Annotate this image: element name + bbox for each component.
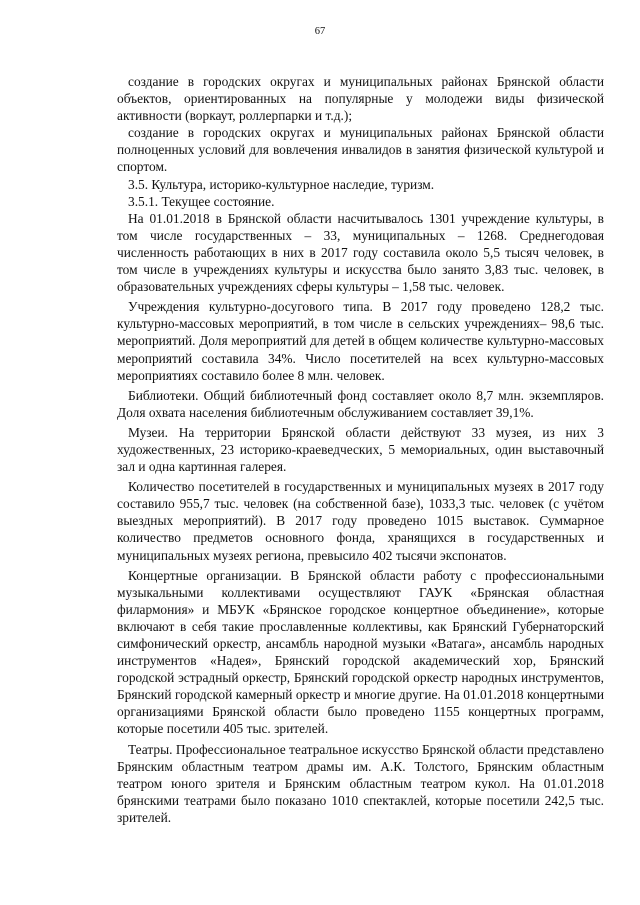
paragraph-sport-disabled-conditions: создание в городских округах и муниципальных районах Брянской области полноценных условий для вовлечения инвалидов в занятия физической культурой и спортом.: [117, 125, 604, 175]
paragraph-sport-youth-facilities: создание в городских округах и муниципальных районах Брянской области объектов, ориентированных на популярные у молодежи виды физической активности (воркаут, роллерпарки и т.д.);: [117, 74, 604, 124]
paragraph-museum-visitors: Количество посетителей в государственных и муниципальных музеях в 2017 году составило 955,7 тыс. человек (на собственной базе), 1033,3 тыс. человек (с учётом выездных мероприятий). В 2017 году проведено 1015 выставок. Суммарное количество предметов основного фонда, хранящихся в государственных и муниципальных музеях региона, превысило 402 тысячи экспонатов.: [117, 479, 604, 563]
paragraph-museums: Музеи. На территории Брянской области действуют 33 музея, из них 3 художественных, 23 историко-краеведческих, 5 мемориальных, один выставочный зал и одна картинная галерея.: [117, 424, 604, 475]
paragraph-theatres: Театры. Профессиональное театральное искусство Брянской области представлено Брянским областным театром драмы им. А.К. Толстого, Брянским областным театром юного зрителя и Брянским областным театром кукол. На 01.01.2018 брянскими театрами было показано 1010 спектаклей, которые посетили 242,5 тыс. зрителей.: [117, 741, 604, 825]
paragraph-libraries: Библиотеки. Общий библиотечный фонд составляет около 8,7 млн. экземпляров. Доля охвата населения библиотечным обслуживанием составляет 39,1%.: [117, 387, 604, 420]
subsection-heading-current-state: 3.5.1. Текущее состояние.: [128, 193, 275, 209]
body-text: [117, 73, 604, 826]
paragraph-concert-organizations: Концертные организации. В Брянской области работу с профессиональными музыкальными коллективами осуществляют ГАУК «Брянская областная филармония» и МБУК «Брянское городское концертное объединение», которые включают в себя такие прославленные коллективы, как Брянский Губернаторский симфонический оркестр, ансамбль народной музыки «Ватага», ансамбль народных инструментов «Надея», Брянский городской академический хор, Брянский городской эстрадный оркестр, Брянский городской оркестр народных инструментов, Брянский городской камерный оркестр и многие другие. На 01.01.2018 концертными организациями Брянской области было проведено 1155 концертных программ, которые посетили 405 тыс. зрителей.: [117, 567, 604, 737]
page-number: 67: [314, 26, 326, 37]
paragraph-culture-institutions: На 01.01.2018 в Брянской области насчитывалось 1301 учреждение культуры, в том числе государственных – 33, муниципальных – 1268. Среднегодовая численность работающих в них в 2017 году составила около 5,5 тысяч человек, в том числе в учреждениях культуры и искусства было занято 3,83 тыс. человек, в образовательных учреждениях сферы культуры – 1,58 тыс. человек.: [117, 210, 604, 295]
section-heading-culture: 3.5. Культура, историко-культурное наследие, туризм.: [128, 176, 435, 192]
paragraph-leisure-institutions: Учреждения культурно-досугового типа. В 2017 году проведено 128,2 тыс. культурно-массовых мероприятий, в том числе в сельских учреждениях– 98,6 тыс. мероприятий. Доля мероприятий для детей в общем количестве культурно-массовых мероприятий составила 34%. Число посетителей на всех культурно-массовых мероприятиях составило более 8 млн. человек.: [117, 299, 604, 383]
